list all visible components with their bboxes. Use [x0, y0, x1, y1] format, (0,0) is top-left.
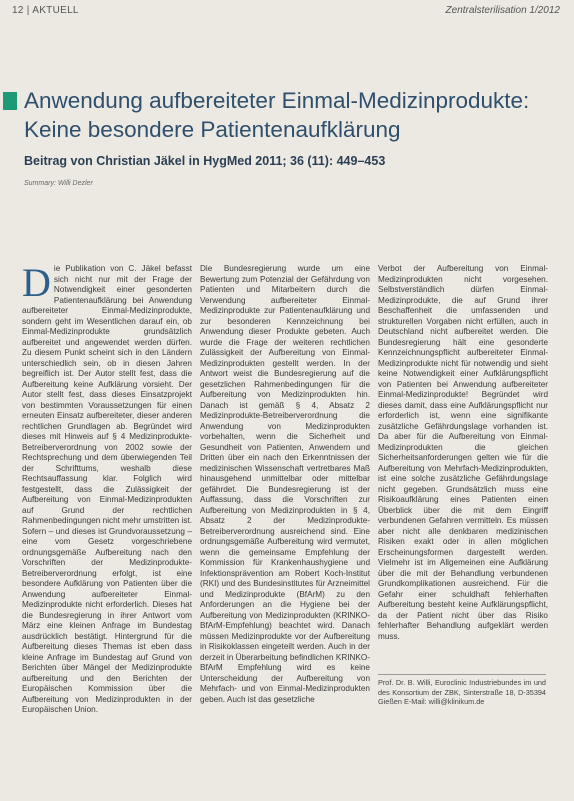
dropcap: D [22, 264, 51, 305]
article-body [22, 264, 548, 794]
journal-name: Zentralsterilisation 1/2012 [445, 5, 560, 16]
column-3-text: Verbot der Aufbereitung von Einmal-Medizinprodukten nicht vorgesehen. Selbstverständlich dürfen Einmal-Medizinprodukte, die auf Grund ihrer Beschaffenheit die umfassenden und strukturellen Vorgaben nicht erfüllen, auch in Deutschland nicht aufbereitet werden. Die Bundesregierung hält eine gesonderte Kennzeichnungspflicht aufbereiteter Einmal-Medizinprodukte nicht für notwendig und sieht keine Notwendigkeit einer Aufklärungspflicht von Patienten bei Anwendung aufbereiteter Einmal-Medizinprodukte! Begründet wird dieses damit, dass eine Aufklärungspflicht nur erforderlich ist, wenn eine signifikante zusätzliche Gefährdungslage vorhanden ist. Da aber für die Aufbereitung von Einmal-Medizinprodukten die gleichen Sicherheitsanforderungen gelten wie für die Aufbereitung von Mehrfach-Medizinprodukten, ist eine solche zusätzliche Gefährdungslage nicht gegeben. Grundsätzlich muss eine Risikoaufklärung eines Patienten einen Überblick über die mit dem Eingriff verbundenen Gefahren vermitteln. Es müssen aber nicht alle denkbaren medizinischen Risiken exakt oder in allen möglichen Erscheinungsformen dargestellt werden. Vielmehr ist im Allgemeinen eine Aufklärung über die mit der Behandlung verbundenen Grundkomplikationen ausreichend. Für die Gefahr einer schuldhaft fehlerhaften Aufbereitung besteht keine Aufklärungspflicht, da der Patient nicht über das Risiko fehlerhafter Behandlung aufgeklärt werden muss. [378, 264, 548, 641]
article-subtitle: Beitrag von Christian Jäkel in HygMed 2011; 36 (11): 449–453 [24, 154, 386, 168]
text-column-3 [378, 264, 548, 794]
page-section: 12 | AKTUELL [12, 5, 79, 16]
running-head [12, 5, 560, 21]
text-column-1 [22, 264, 192, 794]
text-column-2 [200, 264, 370, 794]
article-byline: Summary: Willi Dezler [24, 180, 93, 187]
column-2-text: Die Bundesregierung wurde um eine Bewertung zum Potenzial der Gefährdung von Patienten und Mitarbeitern durch die Verwendung aufbereiteter Einmal-Medizinprodukte zur Patientenaufklärung und zur besonderen Kennzeichnung bei Anwendung dieser Produkte gebeten. Auch wurde die Frage der weiteren rechtlichen Zulässigkeit der Aufbereitung von Einmal-Medizinprodukten gestellt werden. In der Antwort weist die Bundesregierung auf die gesetzlichen Rahmenbedingungen für die Aufbereitung von Medizinprodukten hin. Danach ist gemäß § 4, Absatz 2 Medizinprodukte-Betreiberverordnung die Anwendung von Medizinprodukten vorbehalten, wenn die Sicherheit und Gesundheit von Patienten, Anwendern und Dritten über ein nach den Erkenntnissen der medizinischen Wissenschaft vertretbares Maß hinausgehend unmittelbar oder mittelbar gefährdet. Die Bundesregierung ist der Auffassung, dass die Vorschriften zur Aufbereitung von Medizinprodukten in § 4, Absatz 2 der Medizinprodukte-Betreiberverordnung ausreichend sind. Eine ordnungsgemäße Aufbereitung wird vermutet, wenn die gemeinsame Empfehlung der Kommission für Krankenhaushygiene und Infektionsprävention am Robert Koch-Institut (RKI) und des Bundesinstitutes für Arzneimittel und Medizinprodukte (BfArM) zu den Anforderungen an die Hygiene bei der Aufbereitung von Medizinprodukten (KRINKO-BfArM-Empfehlung) beachtet wird. Danach müssen Medizinprodukte vor der Aufbereitung in Risikoklassen eingeteilt werden. Auch in der derzeit in Überarbeitung befindlichen KRINKO-BfArM Empfehlung wird es keine Unterscheidung der Aufbereitung von Mehrfach- und von Einmal-Medizinprodukten geben. Auch ist das gesetzliche [200, 264, 370, 704]
title-marker-square [3, 92, 17, 110]
column-1-text: ie Publikation von C. Jäkel befasst sich nicht nur mit der Frage der Notwendigkeit einer gesonderten Patientenaufklärung bei Anwendung aufbereiteter Einmal-Medizinprodukte, sondern geht im Wesentlichen darauf ein, ob Einmal-Medizinprodukte grundsätzlich aufbereitet und angewendet werden dürfen. Zu diesem Punkt scheint sich in den Ländern unterschiedlich sein, ob in diesen Jahren begreiflich ist. Der Autor stellt fest, dass die Aufbereitung keine Aufklärung vorsieht. Der Autor stellt fest, dass dieses Einsatzprojekt von bestimmten Voraussetzungen für einen erneuten Einsatz aufbereiteter, dieser anderen rechtlichen Grundlagen ab. Begründet wird dieses mit Hinweis auf § 4 Medizinprodukte-Betreiberverordnung von 2002 sowie der Rechtsprechung und dem überwiegenden Teil der Schrifttums, weshalb diese Rechtsauffassung klar. Folglich wird festgestellt, dass die Zulässigkeit der Aufbereitung von Einmal-Medizinprodukten auf Grund der rechtlichen Rahmenbedingungen nicht mehr umstritten ist. Sofern – und dieses ist Grundvoraussetzung – eine vom Gesetz vorgeschriebene ordnungsgemäße Aufbereitung nach den Vorschriften der Medizinprodukte-Betreiberverordnung erfolgt, ist eine besondere Aufklärung von Patienten über die Anwendung aufbereiteter Einmal-Medizinprodukte nicht erforderlich. Dieses hat die Bundesregierung in ihrer Antwort vom März eine kleinen Anfrage im Bundestag ausdrücklich bestätigt. Hintergrund für die Aufbereitung dieses Themas ist eben dass kleine Anfrage im Bundestag auf Grund von Berichten über Mängel der Medizinprodukte aufbereitung und den Berichten der Europäischen Kommission über die Aufbereitung von Medizinprodukten in der Europäischen Union. [22, 264, 192, 714]
author-address: Prof. Dr. B. Willi, Euroclinic Industriebundes im und des Konsortium der ZBK, Sinterstraße 18, D-35394 Gießen E-Mail: willi@klinikum.de [378, 674, 546, 707]
article-title: Anwendung aufbereiteter Einmal-Medizinprodukte: Keine besondere Patientenaufklärung [24, 88, 530, 142]
